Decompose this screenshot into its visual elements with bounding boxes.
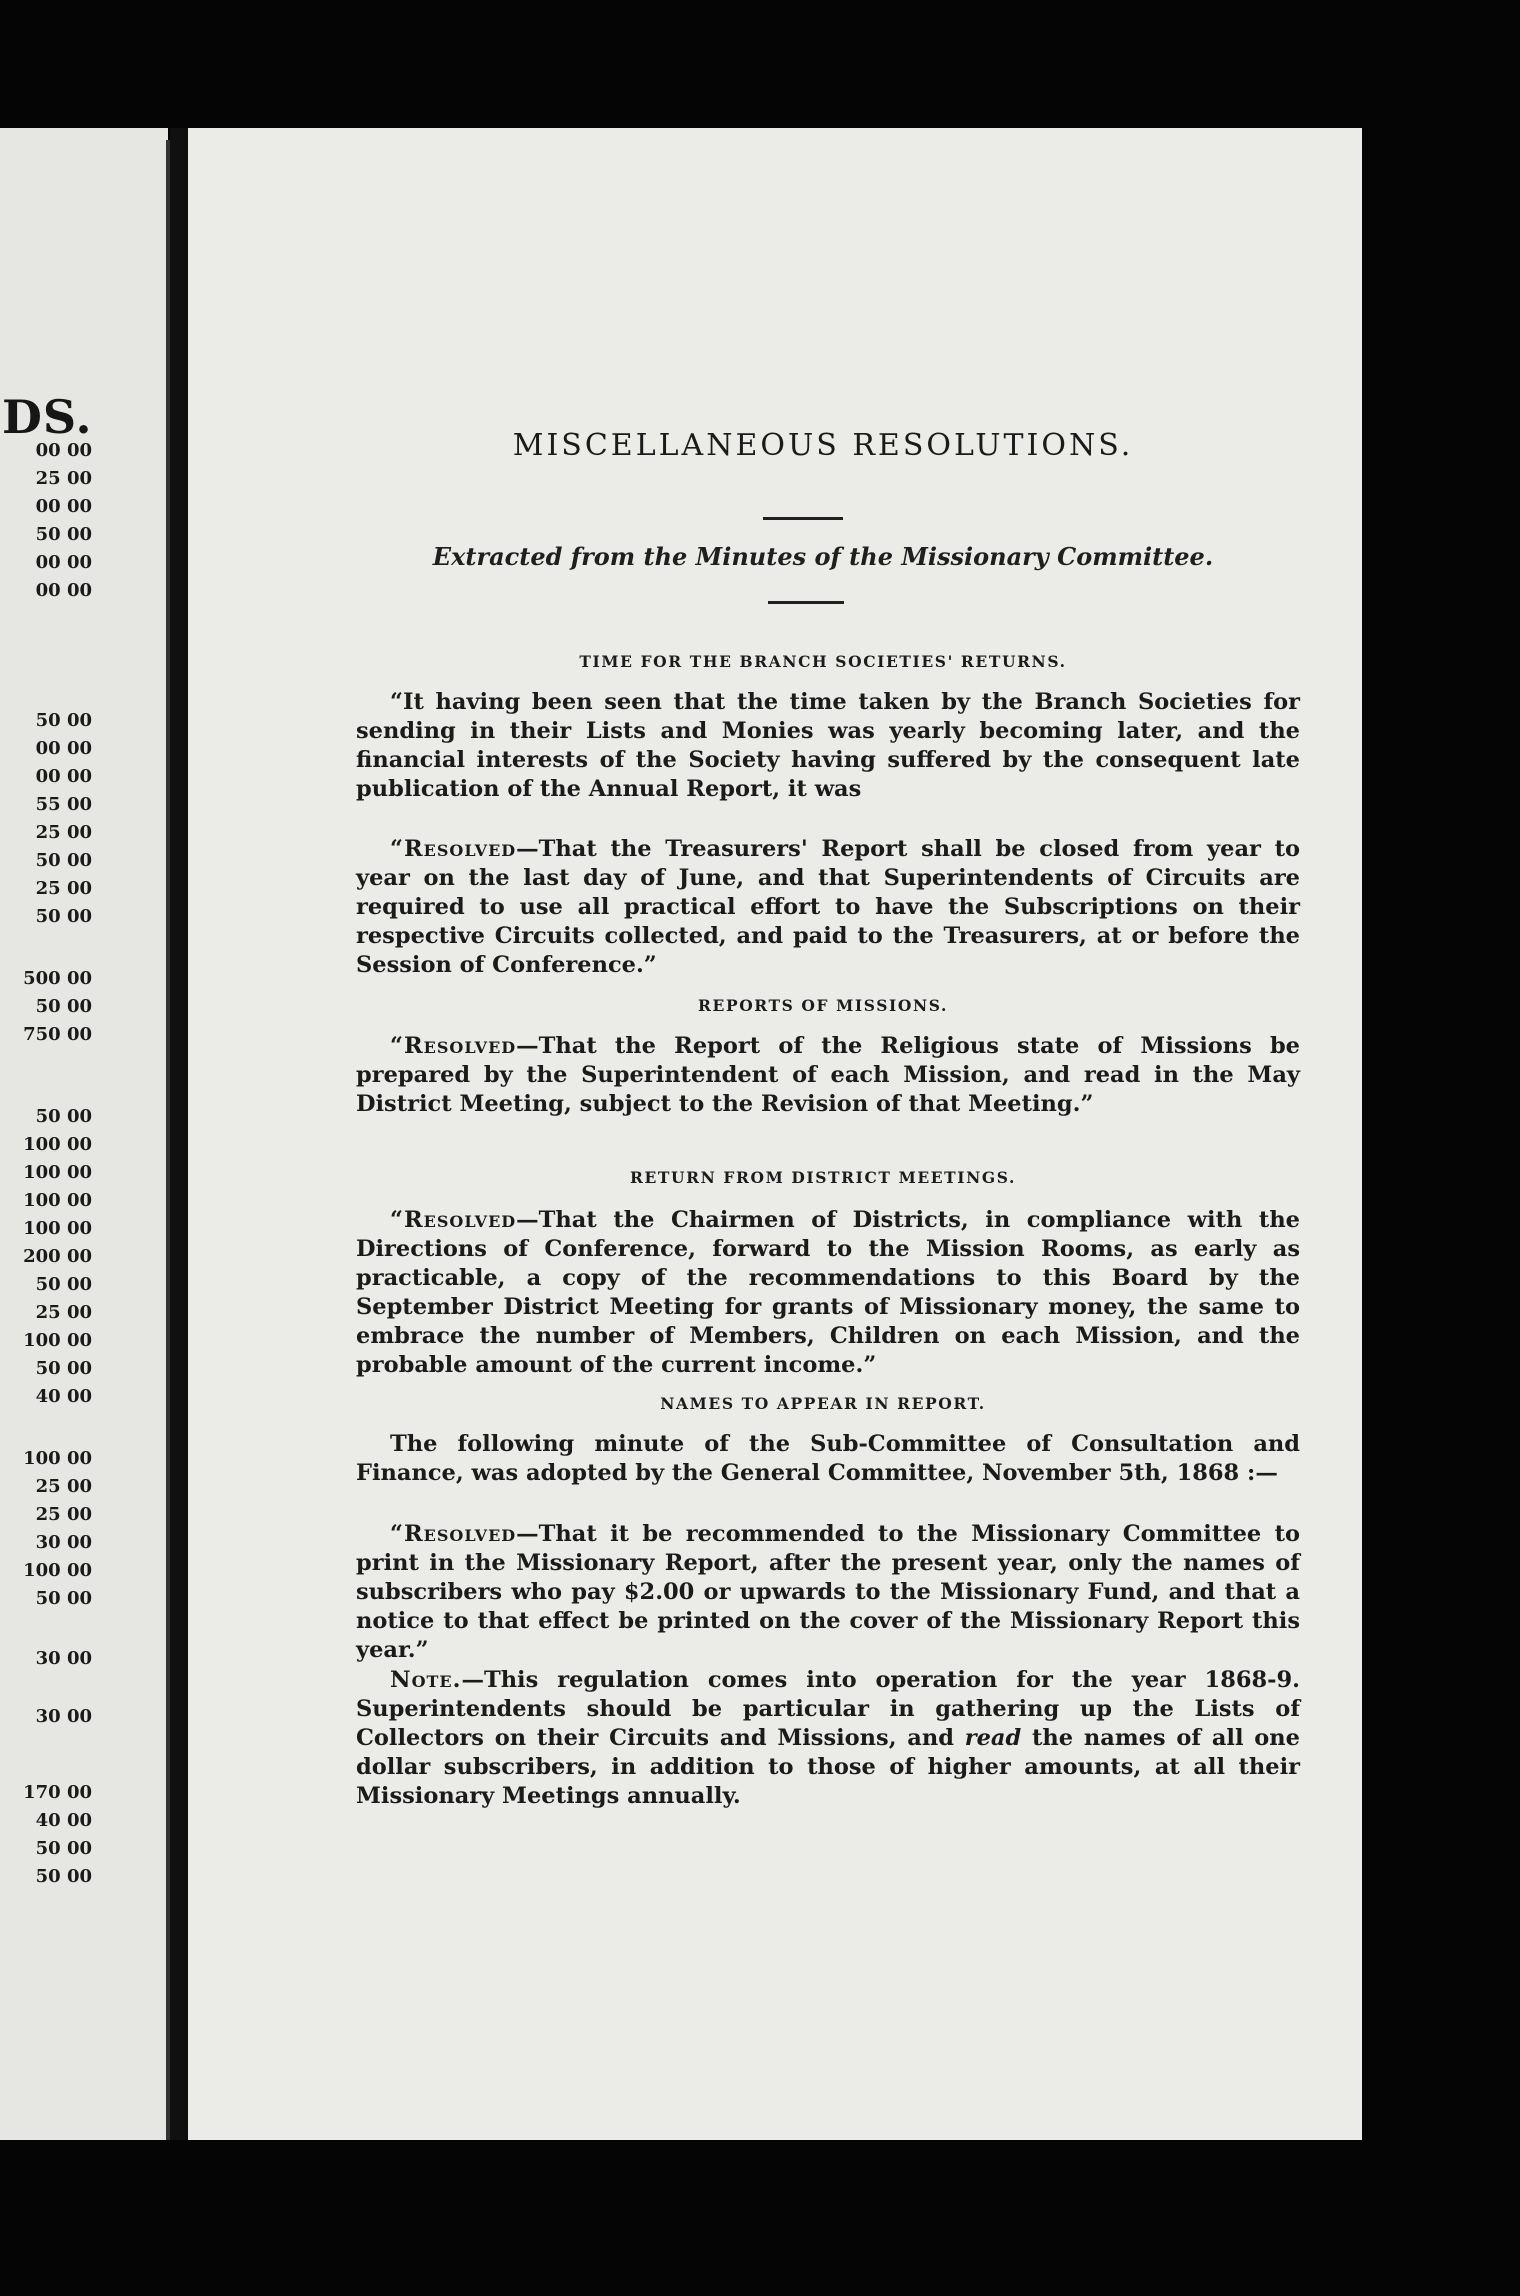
amount-entry: 00 00 <box>35 496 92 517</box>
section-branch-returns-resolution <box>356 835 1300 980</box>
amount-entry: 40 00 <box>35 1810 92 1831</box>
resolution-text: —That the Report of the Religious state of Missions be prepared by the Superintendent of each Mission, and read in the May District Meeting, subject to the Revision of that Meeting.” <box>356 1033 1300 1117</box>
amount-entry: 750 00 <box>23 1024 92 1045</box>
amount-entry: 25 00 <box>35 1504 92 1525</box>
amount-entry: 25 00 <box>35 878 92 899</box>
amount-entry: 100 00 <box>23 1448 92 1469</box>
resolved-label: “Resolved <box>390 1207 517 1233</box>
amount-entry: 500 00 <box>23 968 92 989</box>
amount-entry: 100 00 <box>23 1134 92 1155</box>
note-emphasis: read <box>964 1725 1022 1751</box>
amount-entry: 25 00 <box>35 1302 92 1323</box>
amount-entry: 100 00 <box>23 1190 92 1211</box>
resolved-label: “Resolved <box>390 1033 517 1059</box>
amount-entry: 25 00 <box>35 1476 92 1497</box>
amount-entry: 50 00 <box>35 1838 92 1859</box>
resolution-text: —That the Treasurers' Report shall be closed from year to year on the last day of June, and that Superintendents of Circuits are required to use all practical effort to have the Subscriptions on their respective Circuits collected, and paid to the Treasurers, at or before the Session of Conference.” <box>356 836 1300 978</box>
resolution-text: —That it be recommended to the Missionary Committee to print in the Missionary Report, after the present year, only the names of subscribers who pay $2.00 or upwards to the Missionary Fund, and that a notice to that effect be printed on the cover of the Missionary Report this year.” <box>356 1521 1300 1663</box>
amount-entry: 00 00 <box>35 580 92 601</box>
intro-text: “It having been seen that the time taken by the Branch Societies for sending in their Lists and Monies was yearly becoming later, and the financial interests of the Society having suffered by the consequent late publication of the Annual Report, it was <box>356 689 1300 802</box>
previous-page-fragment <box>0 128 168 2140</box>
note-label: Note. <box>390 1667 462 1693</box>
amount-entry: 100 00 <box>23 1162 92 1183</box>
resolved-label: “Resolved <box>390 1521 517 1547</box>
resolution-text: —That the Chairmen of Districts, in compliance with the Directions of Conference, forward to the Mission Rooms, as early as practicable, a copy of the recommendations to this Board by the September District Meeting for grants of Missionary money, the same to embrace the number of Members, Children on each Mission, and the probable amount of the current income.” <box>356 1207 1300 1378</box>
amount-entry: 100 00 <box>23 1218 92 1239</box>
section-heading-reports-of-missions: REPORTS OF MISSIONS. <box>698 996 948 1015</box>
amount-entry: 00 00 <box>35 552 92 573</box>
title-divider <box>763 517 843 520</box>
section-district-meetings-resolution <box>356 1206 1300 1380</box>
amount-entry: 50 00 <box>35 710 92 731</box>
section-heading-names-in-report: NAMES TO APPEAR IN REPORT. <box>660 1394 986 1413</box>
amount-entry: 00 00 <box>35 738 92 759</box>
amount-entry: 30 00 <box>35 1532 92 1553</box>
amount-entry: 30 00 <box>35 1706 92 1727</box>
amount-entry: 50 00 <box>35 1274 92 1295</box>
section-names-in-report-note <box>356 1666 1300 1811</box>
amount-entry: 50 00 <box>35 1588 92 1609</box>
amount-entry: 170 00 <box>23 1782 92 1803</box>
amount-entry: 30 00 <box>35 1648 92 1669</box>
page-title: MISCELLANEOUS RESOLUTIONS. <box>512 428 1134 463</box>
amount-entry: 50 00 <box>35 906 92 927</box>
note-text-before: —This regulation comes into operation for the year 1868-9. Superintendents should be particular in gathering up the Lists of Collectors on their Circuits and Missions, and <box>356 1667 1300 1751</box>
amount-entry: 50 00 <box>35 524 92 545</box>
amount-entry: 100 00 <box>23 1560 92 1581</box>
section-names-in-report-intro <box>356 1430 1300 1488</box>
previous-page-heading: DS. <box>2 390 93 444</box>
amount-entry: 55 00 <box>35 794 92 815</box>
amount-entry: 50 00 <box>35 1866 92 1887</box>
section-heading-branch-returns: TIME FOR THE BRANCH SOCIETIES' RETURNS. <box>579 652 1067 671</box>
document-page <box>188 128 1362 2140</box>
amount-entry: 00 00 <box>35 440 92 461</box>
amount-entry: 50 00 <box>35 1358 92 1379</box>
note-text-after: the names of all one dollar subscribers, in addition to those of higher amounts, at all their Missionary Meetings annually. <box>356 1725 1300 1809</box>
amount-entry: 200 00 <box>23 1246 92 1267</box>
amount-entry: 40 00 <box>35 1386 92 1407</box>
section-heading-district-meetings: RETURN FROM DISTRICT MEETINGS. <box>630 1168 1016 1187</box>
previous-page-amount-column <box>0 128 168 2140</box>
page-subtitle: Extracted from the Minutes of the Missionary Committee. <box>432 542 1214 571</box>
amount-entry: 50 00 <box>35 1106 92 1127</box>
intro-text: The following minute of the Sub-Committee of Consultation and Finance, was adopted by the General Committee, November 5th, 1868 :— <box>356 1431 1300 1486</box>
amount-entry: 100 00 <box>23 1330 92 1351</box>
section-branch-returns-intro <box>356 688 1300 804</box>
gutter-rule <box>166 140 170 2140</box>
page-gutter <box>170 128 188 2140</box>
subtitle-divider <box>768 601 844 604</box>
resolved-label: “Resolved <box>390 836 517 862</box>
amount-entry: 50 00 <box>35 850 92 871</box>
amount-entry: 50 00 <box>35 996 92 1017</box>
section-names-in-report-resolution <box>356 1520 1300 1665</box>
section-reports-of-missions-resolution <box>356 1032 1300 1119</box>
amount-entry: 25 00 <box>35 468 92 489</box>
amount-entry: 25 00 <box>35 822 92 843</box>
amount-entry: 00 00 <box>35 766 92 787</box>
